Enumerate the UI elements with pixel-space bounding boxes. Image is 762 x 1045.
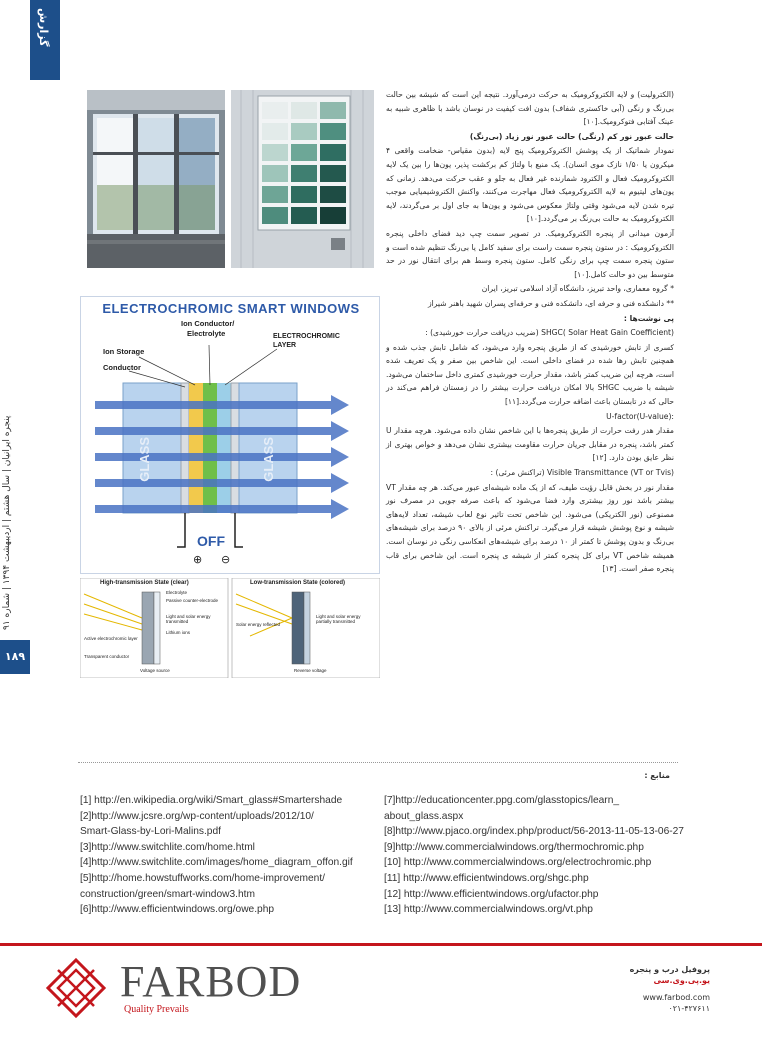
article-paragraph: آزمون میدانی از پنجره الکتروکرومیک. در تصویر سمت چپ دید فضای داخلی پنجره الکتروکرومیک : در ستون پنجره سمت راست برای سفید کامل یا بی‌رنگ تنظیم شده است و ستون پنجره سمت چپ برای رنگی کامل. ستون پنجره وسط هم برای انتقال نور در حد متوسط بین دو حالت کامل.[۱۰] [386, 228, 674, 279]
term-u-factor: :(U-factor(U-value [606, 411, 674, 421]
reference-item[interactable]: [8]http://www.pjaco.org/index.php/product/56-2013-11-05-13-06-27 [384, 826, 684, 838]
reference-item[interactable]: construction/green/smart-window3.htm [80, 888, 255, 900]
exterior-window-photo [231, 90, 374, 268]
term-shgc-en: (Solar Heat Gain Coefficient )SHGC [541, 328, 674, 338]
references-left-column [80, 793, 380, 918]
reference-item[interactable]: [5]http://home.howstuffworks.com/home-improvement/ [80, 872, 325, 884]
reference-item[interactable]: [1] http://en.wikipedia.org/wiki/Smart_glass#Smartershade [80, 795, 343, 806]
term-shgc [386, 326, 674, 340]
journal-issue-line: پنجره ایرانیان | سال هشتم | اردیبهشت ۱۳۹۴ | شماره ۹۱ [2, 415, 12, 630]
section-tab-label: گزارش [37, 8, 50, 47]
transmission-state-panels [80, 578, 380, 678]
high-state-stack [154, 592, 160, 664]
minus-terminal-icon: ⊖ [221, 553, 231, 566]
reference-item[interactable]: [7]http://educationcenter.ppg.com/glasstopics/learn_ [384, 795, 620, 806]
reference-item[interactable]: about_glass.aspx [384, 810, 464, 822]
page-number: ۱۸۹ [0, 640, 30, 674]
reference-item[interactable]: [13] http://www.commercialwindows.org/vt.php [384, 904, 593, 916]
plus-terminal-icon: ⊕ [193, 553, 203, 566]
low-state-title: Low-transmission State (colored) [250, 580, 346, 586]
reference-item[interactable]: [3]http://www.switchlite.com/home.html [80, 841, 255, 853]
website-link[interactable]: www.farbod.com [642, 993, 710, 1002]
label-ec-layer-1: ELECTROCHROMIC [273, 333, 340, 340]
high-state-title: High-transmission State (clear) [100, 580, 189, 586]
label-solar-reflected: Solar energy reflected [236, 622, 281, 627]
diagram-title: ELECTROCHROMIC SMART WINDOWS [102, 301, 360, 316]
label-conductor: Conductor [103, 363, 141, 372]
product-title: پروفیل درب و پنجره [629, 965, 710, 974]
glass-label-right: GLASS [261, 437, 276, 482]
high-state-stack [142, 592, 154, 664]
product-types: یو.پی.وی.سی [653, 976, 710, 985]
footer-contact [550, 964, 710, 1014]
term-shgc-fa: (ضریب دریافت حرارت خورشیدی) : [425, 328, 539, 338]
article-paragraph: کسری از تابش خورشیدی که از طریق پنجره وارد می‌شود، که شامل تابش جذب شده و همچنین تابش رها شده در فضای داخلی است. این شاخص بین صفر و یک تعریف شده است، هرچه این ضریب کمتر باشد، مقدار حرارت خورشیدی کمتری داخل ساختمان می‌شود. شیشه با ضریب SHGC بالا امکان دریافت حرارت بیشتر را در زمستان فراهم می‌کند در حالی که در تابستان باعث اضافه حرارت می‌گردد.[۱۱] [386, 342, 674, 407]
reference-item[interactable]: [2]http://www.jcsre.org/wp-content/uploads/2012/10/ [80, 810, 314, 822]
article-paragraph: نمودار شماتیک از یک پوشش الکتروکرومیک پنج لایه (بدون مقیاس- ضخامت واقعی ۴ میکرون یا ۱/۵۰ نازک موی انسان). یک منبع با ولتاژ کم برکشت پذیر، یون‌ها را بین یک لایه الکتروکرومیک فعال و الکترود شمارنده غیر فعال به جلو و عقب حرکت می‌دهد. زمانی که یون‌های لیتیوم به لایه الکتروکرومیک فعال مهاجرت می‌کنند، واکنش الکتروشیمیایی موجب تیره شدن لایه می‌شود وقتی ولتاژ معکوس می‌شود و یون‌ها به جای اول بر می‌گردند، لایه الکتروکرومیک به حالت بی‌رنگ بر می‌گردد.[۱۰] [386, 146, 674, 224]
low-state-stack [292, 592, 304, 664]
footer-red-line [0, 943, 762, 946]
label-transparent: Transparent conductor [84, 654, 130, 659]
label-lithium-ions: Lithium ions [166, 630, 191, 635]
label-light-solar: Light and solar energy transmitted [166, 614, 211, 624]
article-paragraph: مقدار نور در بخش قابل رؤیت طیف، که از یک ماده شیشه‌ای عبور می‌کند. هر چه مقدار VT بیشتر باشد نور روز بیشتری وارد فضا می‌شود که باعث صرفه جویی در مصرف نور مصنوعی (نور الکتریکی) می‌شود. این شاخص تحت تاثیر نوع لعاب شیشه، تعداد لایه‌های شیشه و نوع پوشش شیشه قرار می‌گیرد. تراکنش مرئی از بالای ۹۰ درصد برای شیشه‌های بی‌رنگ و بدون پوشش تا کمتر از ۱۰ درصد برای شیشه‌های انعکاسی رنگی در نوسان است. همیشه شاخص VT برای کل پنجره کمتر از شیشه ی پنجره است. این شاخص برای قاب پنجره صفر است. [۱۳] [386, 482, 675, 574]
reference-item[interactable]: [9]http://www.commercialwindows.org/thermochromic.php [384, 841, 644, 853]
footnotes-title: پی نوشت‌ها : [623, 313, 674, 323]
references-divider [78, 762, 678, 763]
switch-state-label: OFF [197, 533, 225, 549]
author-note: ** دانشکده فنی و حرفه ای، دانشکده فنی و حرفه‌ای پسران شهید باهنر شیراز [427, 298, 674, 308]
reference-item[interactable]: [12] http://www.efficientwindows.org/ufactor.php [384, 888, 599, 900]
electrochromic-diagram [80, 296, 380, 574]
figure-caption-heading: حالت عبور نور کم (رنگی) حالت عبور نور زیاد (بی‌رنگ) [469, 131, 674, 141]
references-title: منابع : [644, 771, 670, 780]
farbod-logo-icon [44, 956, 108, 1020]
article-body [386, 88, 674, 577]
label-reverse-voltage: Reverse voltage [294, 668, 327, 673]
phone-number: ۰۲۱-۴۲۷۶۱۱ [668, 1004, 710, 1013]
reference-item[interactable]: [6]http://www.efficientwindows.org/owe.php [80, 904, 275, 916]
article-paragraph: مقدار هدر رفت حرارت از طریق پنجره‌ها با این شاخص نشان داده می‌شود. هرچه مقدار U کمتر باشد، پنجره در مقابل جریان حرارت مقاومت بیشتری نشان می‌دهد و خواص بهتری از نظر عایق بودن دارد. [۱۲] [386, 426, 674, 463]
label-ion-conductor: Ion Conductor/ [181, 319, 235, 328]
reference-item[interactable]: [11] http://www.efficientwindows.org/shgc.php [384, 872, 589, 884]
brand-name: FARBOD [120, 957, 302, 1006]
label-active-layer: Active electrochromic layer [84, 636, 138, 641]
label-electrolyte: Electrolyte [187, 329, 226, 338]
label-voltage-source: Voltage source [140, 668, 170, 673]
label-ion-storage: Ion Storage [103, 347, 145, 356]
reference-item[interactable]: [10] http://www.commercialwindows.org/electrochromic.php [384, 857, 652, 869]
label-electrolyte-panel: Electrolyte [166, 590, 188, 595]
reference-item[interactable]: Smart-Glass-by-Lori-Malins.pdf [80, 826, 221, 838]
references-right-column [384, 793, 684, 918]
label-ec-layer-2: LAYER [273, 342, 297, 349]
label-passive-counter: Passive counter-electrode [166, 598, 219, 603]
interior-window-photo [87, 90, 225, 268]
reference-item[interactable]: [4]http://www.switchlite.com/images/home_diagram_offon.gif [80, 857, 353, 869]
author-note: * گروه معماری، واحد تبریز، دانشگاه آزاد اسلامی تبریز، ایران [481, 284, 674, 294]
article-paragraph: (الکترولیت) و لایه الکتروکرومیک به حرکت درمی‌آورد. نتیجه این است که شیشه بین حالت بی‌رنگ و رنگی (آبی خاکستری شفاف) بدون افت کیفیت در نوسان باشد با ظاهری شبیه به عینک آفتابی فتوکرومیک.[۱۰] [386, 90, 674, 127]
label-light-partial: Light and solar energy partially transmitted [316, 614, 361, 624]
brand-tagline: Quality Prevails [124, 1004, 189, 1015]
low-state-stack [304, 592, 310, 664]
glass-label-left: GLASS [137, 437, 152, 482]
term-visible-transmittance: Visible Transmittance (VT or Tvis) (تراکنش مرئی) : [490, 468, 674, 478]
